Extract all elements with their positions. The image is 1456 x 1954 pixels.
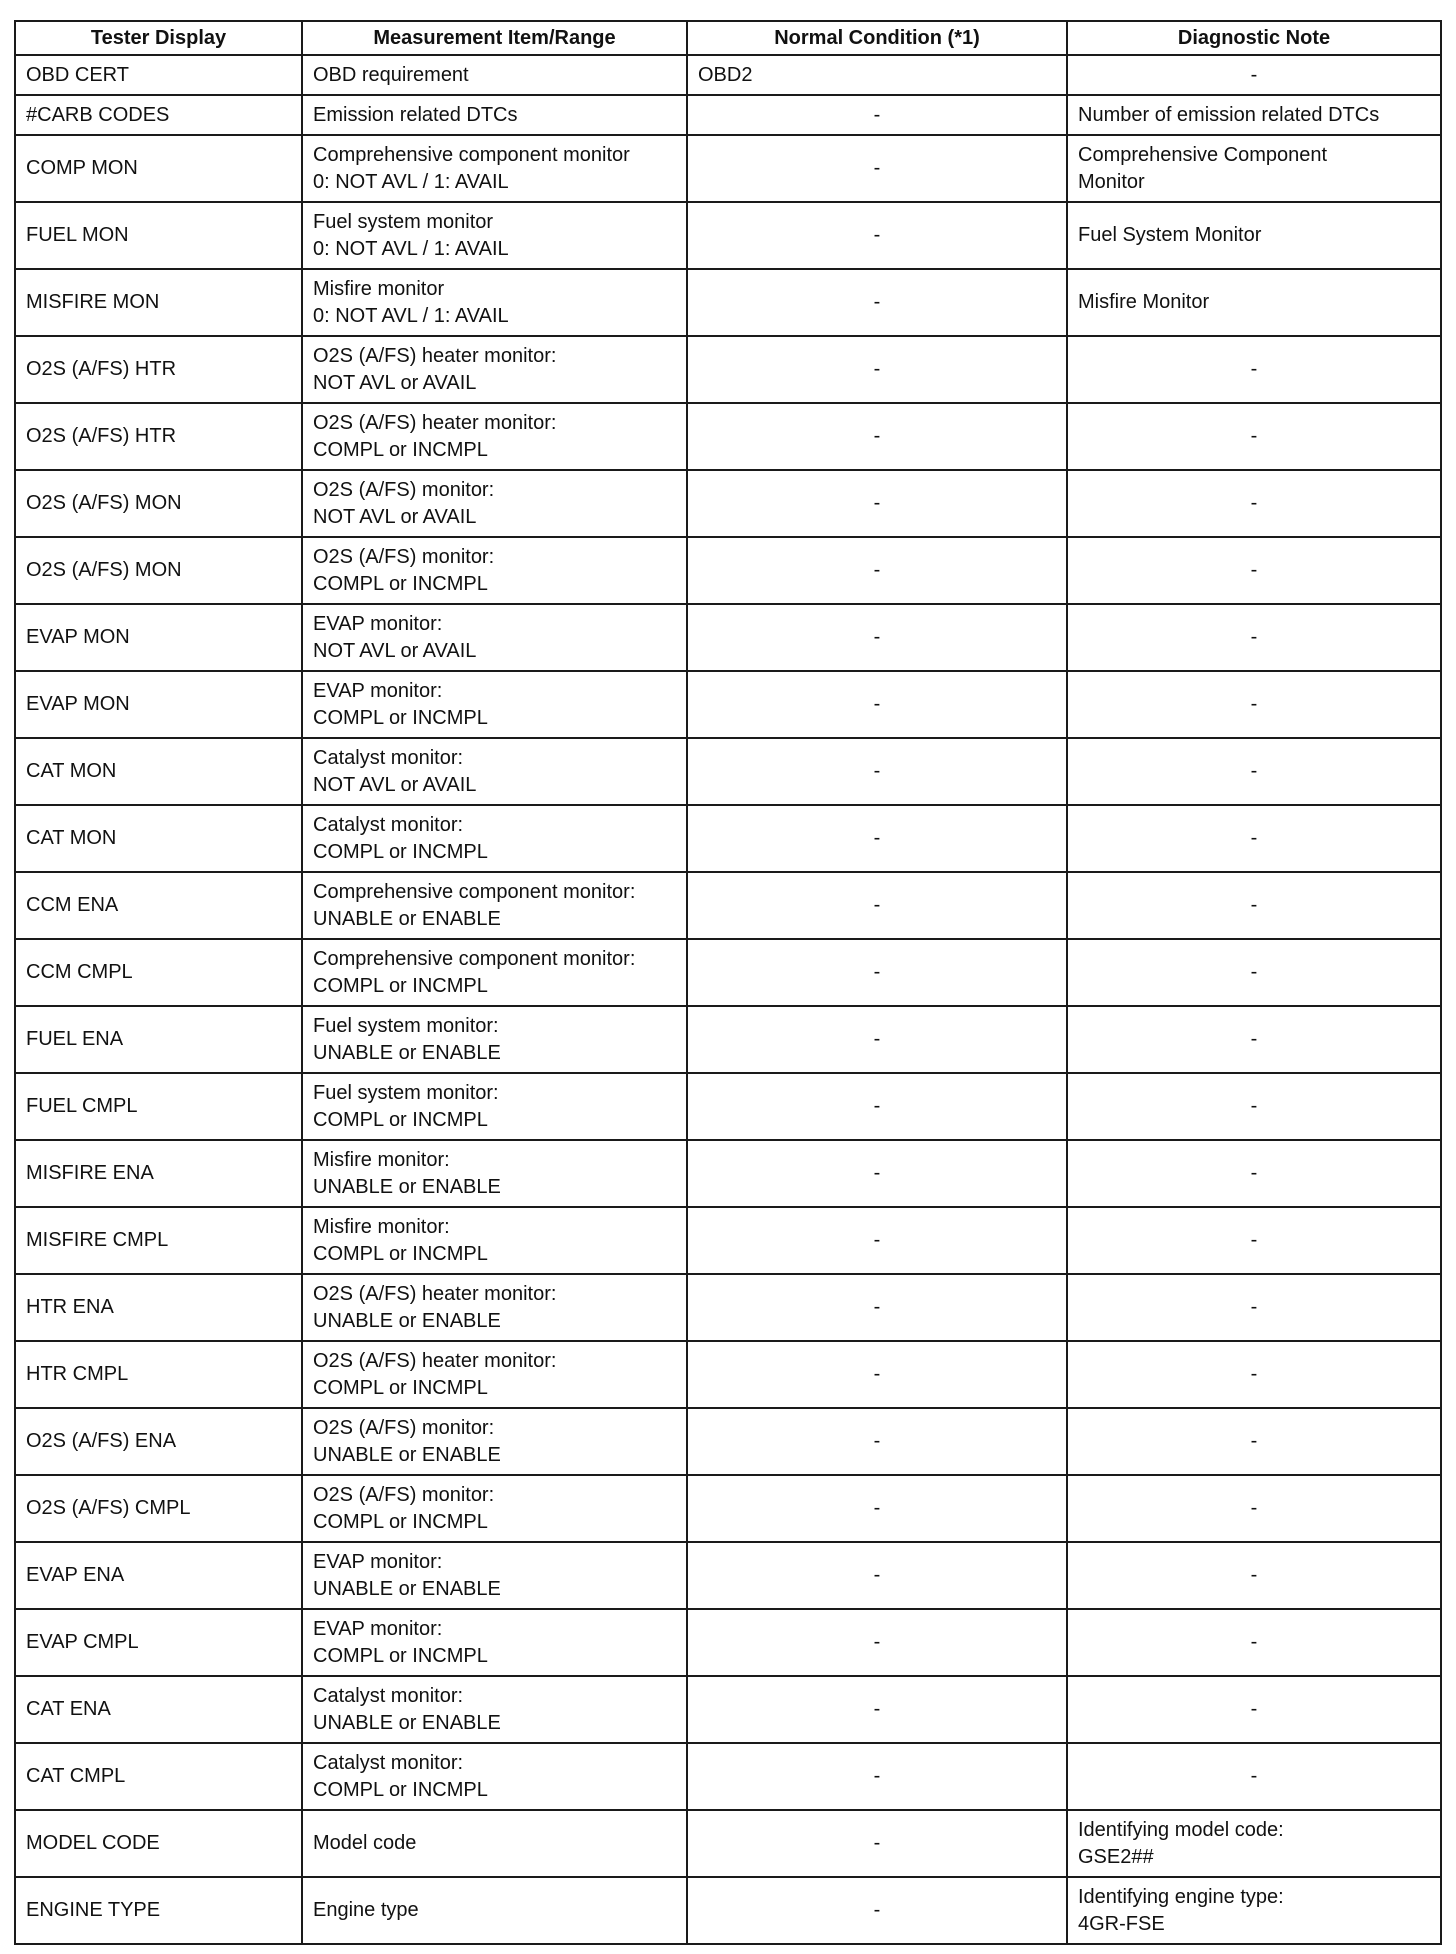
measurement-line: COMPL or INCMPL — [313, 706, 488, 729]
normal-condition-cell: - — [687, 604, 1067, 671]
tester-display-cell: O2S (A/FS) CMPL — [15, 1475, 302, 1542]
diagnostic-note-cell — [1067, 336, 1441, 403]
table-row — [15, 1475, 1441, 1542]
tester-display-cell: COMP MON — [15, 135, 302, 202]
measurement-line: COMPL or INCMPL — [313, 1644, 488, 1667]
measurement-item-cell — [302, 1542, 687, 1609]
table-row — [15, 95, 1441, 135]
measurement-line: COMPL or INCMPL — [313, 974, 488, 997]
table-row — [15, 939, 1441, 1006]
diagnostic-note-cell — [1067, 537, 1441, 604]
diagnostic-note-line: - — [1250, 63, 1258, 86]
measurement-line: O2S (A/FS) heater monitor: — [313, 411, 557, 434]
diagnostic-note-line: Comprehensive Component — [1078, 143, 1328, 166]
measurement-line: COMPL or INCMPL — [313, 1778, 488, 1801]
diagnostic-note-line: - — [1250, 1765, 1258, 1787]
diagnostic-note-cell — [1067, 202, 1441, 269]
table-row — [15, 805, 1441, 872]
measurement-item-cell — [302, 1274, 687, 1341]
measurement-line: UNABLE or ENABLE — [313, 907, 501, 930]
measurement-line: Misfire monitor: — [313, 1215, 450, 1238]
measurement-line: OBD requirement — [313, 63, 469, 86]
diagnostic-note-line: Monitor — [1078, 170, 1145, 193]
diagnostic-note-line: - — [1250, 425, 1258, 447]
tester-display-cell: MODEL CODE — [15, 1810, 302, 1877]
diagnostic-note-line: GSE2## — [1078, 1845, 1154, 1868]
diagnostic-note-line: - — [1250, 1497, 1258, 1519]
tester-display-cell: ENGINE TYPE — [15, 1877, 302, 1944]
measurement-item-cell — [302, 738, 687, 805]
diagnostic-note-cell — [1067, 939, 1441, 1006]
normal-condition-cell: - — [687, 537, 1067, 604]
measurement-item-cell — [302, 470, 687, 537]
table-row — [15, 1073, 1441, 1140]
table-row — [15, 604, 1441, 671]
measurement-item-cell — [302, 135, 687, 202]
measurement-line: COMPL or INCMPL — [313, 1242, 488, 1265]
table-row — [15, 1207, 1441, 1274]
tester-display-cell: O2S (A/FS) MON — [15, 470, 302, 537]
measurement-item-cell — [302, 939, 687, 1006]
table-row — [15, 1743, 1441, 1810]
measurement-line: Misfire monitor — [313, 277, 445, 300]
measurement-line: EVAP monitor: — [313, 1550, 443, 1573]
measurement-item-cell — [302, 872, 687, 939]
measurement-line: COMPL or INCMPL — [313, 438, 488, 461]
diagnostic-note-cell — [1067, 1609, 1441, 1676]
measurement-item-cell — [302, 269, 687, 336]
diagnostic-note-cell — [1067, 738, 1441, 805]
measurement-line: Emission related DTCs — [313, 103, 518, 126]
diagnostic-note-line: - — [1250, 961, 1258, 983]
measurement-line: COMPL or INCMPL — [313, 1376, 488, 1399]
measurement-line: EVAP monitor: — [313, 612, 443, 635]
measurement-item-cell — [302, 1341, 687, 1408]
diagnostic-note-line: - — [1250, 492, 1258, 514]
diagnostic-note-cell — [1067, 604, 1441, 671]
tester-display-cell: FUEL ENA — [15, 1006, 302, 1073]
diagnostic-note-line: Identifying model code: — [1078, 1818, 1284, 1841]
diagnostic-note-line: Number of emission related DTCs — [1078, 103, 1380, 126]
diagnostic-note-line: - — [1250, 1631, 1258, 1653]
normal-condition-cell: - — [687, 336, 1067, 403]
measurement-line: UNABLE or ENABLE — [313, 1175, 501, 1198]
diagnostic-note-line: - — [1250, 358, 1258, 380]
normal-condition-cell: - — [687, 872, 1067, 939]
table-row — [15, 135, 1441, 202]
diagnostic-note-cell — [1067, 1877, 1441, 1944]
table-row — [15, 671, 1441, 738]
diagnostic-note-line: - — [1250, 1430, 1258, 1452]
diagnostic-note-line: 4GR-FSE — [1078, 1912, 1165, 1935]
table-row — [15, 1877, 1441, 1944]
diagnostic-note-cell — [1067, 403, 1441, 470]
normal-condition-cell: - — [687, 1676, 1067, 1743]
measurement-line: Catalyst monitor: — [313, 813, 464, 836]
measurement-line: Comprehensive component monitor: — [313, 947, 636, 970]
tester-display-cell: CAT MON — [15, 738, 302, 805]
diagnostic-note-line: Identifying engine type: — [1078, 1885, 1284, 1908]
measurement-line: Comprehensive component monitor — [313, 143, 630, 166]
measurement-line: O2S (A/FS) heater monitor: — [313, 1282, 557, 1305]
measurement-line: 0: NOT AVL / 1: AVAIL — [313, 304, 509, 327]
diagnostic-note-cell — [1067, 1743, 1441, 1810]
diagnostic-note-cell — [1067, 671, 1441, 738]
diagnostic-note-cell — [1067, 1207, 1441, 1274]
measurement-item-cell — [302, 1810, 687, 1877]
diagnostic-note-cell — [1067, 135, 1441, 202]
measurement-line: NOT AVL or AVAIL — [313, 505, 477, 528]
tester-display-cell: HTR ENA — [15, 1274, 302, 1341]
tester-display-cell: FUEL MON — [15, 202, 302, 269]
diagnostic-note-line: - — [1250, 1296, 1258, 1318]
diagnostic-note-cell — [1067, 269, 1441, 336]
measurement-line: COMPL or INCMPL — [313, 1510, 488, 1533]
diagnostic-note-cell — [1067, 1006, 1441, 1073]
measurement-item-cell — [302, 1475, 687, 1542]
measurement-line: EVAP monitor: — [313, 679, 443, 702]
measurement-item-cell — [302, 1676, 687, 1743]
measurement-line: Misfire monitor: — [313, 1148, 450, 1171]
diagnostic-note-cell — [1067, 1542, 1441, 1609]
table-row — [15, 1676, 1441, 1743]
measurement-item-cell — [302, 1609, 687, 1676]
measurement-line: NOT AVL or AVAIL — [313, 371, 477, 394]
diagnostic-note-line: - — [1250, 1564, 1258, 1586]
measurement-item-cell — [302, 1743, 687, 1810]
tester-display-cell: EVAP MON — [15, 671, 302, 738]
measurement-item-cell — [302, 1408, 687, 1475]
diagnostic-note-cell — [1067, 1810, 1441, 1877]
table-row — [15, 1408, 1441, 1475]
measurement-item-cell — [302, 1073, 687, 1140]
diagnostic-note-line: - — [1250, 894, 1258, 916]
diagnostic-note-line: - — [1250, 1095, 1258, 1117]
measurement-line: O2S (A/FS) monitor: — [313, 545, 495, 568]
tester-display-cell: EVAP ENA — [15, 1542, 302, 1609]
table-row — [15, 537, 1441, 604]
normal-condition-cell: - — [687, 1877, 1067, 1944]
normal-condition-cell: - — [687, 1341, 1067, 1408]
normal-condition-cell: - — [687, 738, 1067, 805]
diagnostic-note-cell — [1067, 1475, 1441, 1542]
diagnostic-note-cell — [1067, 1676, 1441, 1743]
tester-display-cell: O2S (A/FS) HTR — [15, 336, 302, 403]
normal-condition-cell: - — [687, 1073, 1067, 1140]
measurement-line: UNABLE or ENABLE — [313, 1711, 501, 1734]
tester-display-cell: CCM CMPL — [15, 939, 302, 1006]
header-tester-display: Tester Display — [15, 21, 302, 55]
tester-display-cell: EVAP CMPL — [15, 1609, 302, 1676]
tester-display-cell: #CARB CODES — [15, 95, 302, 135]
diagnostic-note-line: Misfire Monitor — [1078, 291, 1210, 313]
tester-display-cell: O2S (A/FS) ENA — [15, 1408, 302, 1475]
diagnostic-note-line: - — [1250, 626, 1258, 648]
tester-display-cell: CAT CMPL — [15, 1743, 302, 1810]
measurement-line: NOT AVL or AVAIL — [313, 639, 477, 662]
diagnostic-note-cell — [1067, 55, 1441, 95]
tester-display-cell: OBD CERT — [15, 55, 302, 95]
table-row — [15, 336, 1441, 403]
diagnostic-note-line: - — [1250, 1229, 1258, 1251]
normal-condition-cell: - — [687, 1006, 1067, 1073]
tester-display-cell: O2S (A/FS) HTR — [15, 403, 302, 470]
measurement-line: Fuel system monitor — [313, 210, 494, 233]
measurement-line: O2S (A/FS) monitor: — [313, 1416, 495, 1439]
table-row — [15, 202, 1441, 269]
measurement-line: Catalyst monitor: — [313, 746, 464, 769]
measurement-item-cell — [302, 1207, 687, 1274]
measurement-line: Catalyst monitor: — [313, 1751, 464, 1774]
tester-display-cell: HTR CMPL — [15, 1341, 302, 1408]
normal-condition-cell: - — [687, 470, 1067, 537]
measurement-line: UNABLE or ENABLE — [313, 1041, 501, 1064]
measurement-line: Fuel system monitor: — [313, 1081, 499, 1104]
measurement-line: Fuel system monitor: — [313, 1014, 499, 1037]
normal-condition-cell: - — [687, 269, 1067, 336]
normal-condition-cell: - — [687, 1207, 1067, 1274]
diagnostic-note-line: - — [1250, 1162, 1258, 1184]
normal-condition-cell: - — [687, 202, 1067, 269]
diagnostic-note-line: - — [1250, 827, 1258, 849]
normal-condition-cell: - — [687, 805, 1067, 872]
table-row — [15, 1341, 1441, 1408]
diagnostic-note-cell — [1067, 805, 1441, 872]
diagnostic-note-cell — [1067, 1341, 1441, 1408]
tester-display-cell: CAT ENA — [15, 1676, 302, 1743]
table-row — [15, 872, 1441, 939]
tester-display-table — [14, 20, 1442, 1945]
measurement-line: Engine type — [313, 1899, 419, 1921]
diagnostic-note-cell — [1067, 872, 1441, 939]
measurement-line: Catalyst monitor: — [313, 1684, 464, 1707]
measurement-item-cell — [302, 537, 687, 604]
measurement-item-cell — [302, 202, 687, 269]
normal-condition-cell: - — [687, 1542, 1067, 1609]
table-row — [15, 738, 1441, 805]
normal-condition-cell: - — [687, 403, 1067, 470]
measurement-line: NOT AVL or AVAIL — [313, 773, 477, 796]
measurement-line: COMPL or INCMPL — [313, 572, 488, 595]
measurement-line: UNABLE or ENABLE — [313, 1309, 501, 1332]
table-row — [15, 1810, 1441, 1877]
measurement-item-cell — [302, 95, 687, 135]
measurement-item-cell — [302, 336, 687, 403]
table-row — [15, 1140, 1441, 1207]
table-row — [15, 1609, 1441, 1676]
measurement-line: UNABLE or ENABLE — [313, 1577, 501, 1600]
tester-display-cell: CCM ENA — [15, 872, 302, 939]
tester-display-cell: MISFIRE ENA — [15, 1140, 302, 1207]
header-normal-condition: Normal Condition (*1) — [687, 21, 1067, 55]
measurement-line: COMPL or INCMPL — [313, 1108, 488, 1131]
measurement-item-cell — [302, 1877, 687, 1944]
tester-display-cell: MISFIRE MON — [15, 269, 302, 336]
measurement-item-cell — [302, 805, 687, 872]
header-diagnostic-note: Diagnostic Note — [1067, 21, 1441, 55]
measurement-item-cell — [302, 1006, 687, 1073]
table-header-row — [15, 21, 1441, 55]
measurement-line: UNABLE or ENABLE — [313, 1443, 501, 1466]
diagnostic-note-cell — [1067, 95, 1441, 135]
measurement-line: O2S (A/FS) heater monitor: — [313, 344, 557, 367]
measurement-line: O2S (A/FS) heater monitor: — [313, 1349, 557, 1372]
diagnostic-note-cell — [1067, 1408, 1441, 1475]
diagnostic-note-cell — [1067, 1140, 1441, 1207]
measurement-item-cell — [302, 403, 687, 470]
table-row — [15, 1006, 1441, 1073]
measurement-line: EVAP monitor: — [313, 1617, 443, 1640]
tester-display-cell: O2S (A/FS) MON — [15, 537, 302, 604]
measurement-item-cell — [302, 604, 687, 671]
table-row — [15, 269, 1441, 336]
tester-display-cell: EVAP MON — [15, 604, 302, 671]
normal-condition-cell: - — [687, 1810, 1067, 1877]
tester-display-cell: MISFIRE CMPL — [15, 1207, 302, 1274]
normal-condition-cell: - — [687, 671, 1067, 738]
table-row — [15, 470, 1441, 537]
table-row — [15, 1542, 1441, 1609]
tester-display-cell: CAT MON — [15, 805, 302, 872]
normal-condition-cell: OBD2 — [687, 55, 1067, 95]
normal-condition-cell: - — [687, 95, 1067, 135]
diagnostic-note-line: - — [1250, 1028, 1258, 1050]
normal-condition-cell: - — [687, 1609, 1067, 1676]
measurement-line: 0: NOT AVL / 1: AVAIL — [313, 237, 509, 260]
normal-condition-cell: - — [687, 1274, 1067, 1341]
normal-condition-cell: - — [687, 1743, 1067, 1810]
diagnostic-note-cell — [1067, 470, 1441, 537]
measurement-item-cell — [302, 55, 687, 95]
normal-condition-cell: - — [687, 1408, 1067, 1475]
diagnostic-note-line: - — [1250, 760, 1258, 782]
measurement-line: Model code — [313, 1832, 417, 1854]
table-row — [15, 403, 1441, 470]
diagnostic-note-line: Fuel System Monitor — [1078, 224, 1262, 246]
tester-display-cell: FUEL CMPL — [15, 1073, 302, 1140]
diagnostic-note-line: - — [1250, 1363, 1258, 1385]
header-measurement-item: Measurement Item/Range — [302, 21, 687, 55]
normal-condition-cell: - — [687, 1140, 1067, 1207]
measurement-item-cell — [302, 671, 687, 738]
diagnostic-note-line: - — [1250, 693, 1258, 715]
diagnostic-note-line: - — [1250, 1698, 1258, 1720]
table-row — [15, 1274, 1441, 1341]
measurement-line: Comprehensive component monitor: — [313, 880, 636, 903]
measurement-line: O2S (A/FS) monitor: — [313, 1483, 495, 1506]
measurement-item-cell — [302, 1140, 687, 1207]
table-row — [15, 55, 1441, 95]
diagnostic-note-cell — [1067, 1073, 1441, 1140]
normal-condition-cell: - — [687, 1475, 1067, 1542]
normal-condition-cell: - — [687, 135, 1067, 202]
measurement-line: O2S (A/FS) monitor: — [313, 478, 495, 501]
measurement-line: COMPL or INCMPL — [313, 840, 488, 863]
diagnostic-note-line: - — [1250, 559, 1258, 581]
normal-condition-cell: - — [687, 939, 1067, 1006]
measurement-line: 0: NOT AVL / 1: AVAIL — [313, 170, 509, 193]
diagnostic-note-cell — [1067, 1274, 1441, 1341]
